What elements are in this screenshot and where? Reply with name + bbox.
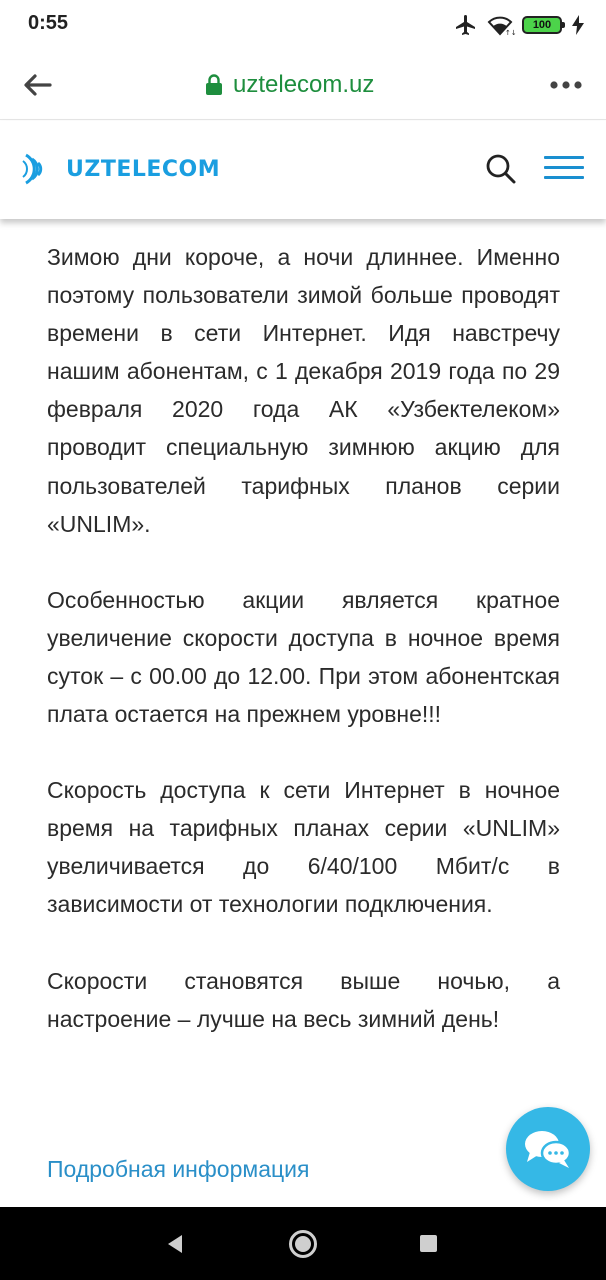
article-body [47, 238, 560, 1076]
battery-icon [522, 16, 562, 34]
charging-icon [572, 15, 584, 35]
nav-recent-apps-icon[interactable] [420, 1235, 437, 1252]
nav-home-icon[interactable] [289, 1230, 317, 1258]
article-paragraph: Зимою дни короче, а ночи длиннее. Именно поэтому пользователи зимой больше проводят времени в сети Интернет. Идя навстречу нашим абонентам, с 1 декабря 2019 года по 29 февраля 2020 года АК «Узбектелеком» проводит специальную зимнюю акцию для пользователей тарифных планов серии «UNLIM». [47, 244, 560, 537]
more-options-icon[interactable] [548, 72, 584, 98]
article-paragraph: Особенностью акции является кратное увеличение скорости доступа в ночное время суток – с 00.00 до 12.00. При этом абонентская плата остается на прежнем уровне!!! [47, 586, 560, 728]
svg-text:↑↓: ↑↓ [505, 29, 517, 37]
nav-back-icon[interactable] [164, 1233, 186, 1255]
battery-level: 100 [532, 19, 552, 31]
search-icon[interactable] [484, 152, 518, 186]
lock-icon [205, 74, 223, 96]
back-arrow-icon[interactable] [20, 68, 54, 102]
more-info-link[interactable]: Подробная информация [47, 1156, 310, 1182]
logo-waves-icon [20, 151, 56, 187]
status-icons [454, 13, 584, 37]
hamburger-menu-icon[interactable] [544, 156, 584, 184]
chat-bubbles-icon [522, 1126, 574, 1172]
wifi-icon [488, 14, 517, 37]
status-bar [0, 0, 606, 50]
article-paragraph: Скорость доступа к сети Интернет в ночное время на тарифных планах серии «UNLIM» увеличивается до 6/40/100 Мбит/с в зависимости от технологии подключения. [47, 777, 560, 918]
site-header [0, 121, 606, 219]
system-nav-bar [0, 1207, 606, 1280]
url-text: uztelecom.uz [233, 71, 375, 98]
uztelecom-logo[interactable] [20, 149, 220, 189]
logo-text: UZTELECOM [66, 156, 221, 182]
url-field[interactable] [205, 70, 374, 100]
chat-button[interactable] [506, 1107, 590, 1191]
status-time: 0:55 [28, 12, 69, 34]
airplane-mode-icon [454, 13, 478, 37]
browser-address-bar [0, 50, 606, 120]
article-paragraph: Скорости становятся выше ночью, а настроение – лучше на весь зимний день! [47, 967, 560, 1032]
